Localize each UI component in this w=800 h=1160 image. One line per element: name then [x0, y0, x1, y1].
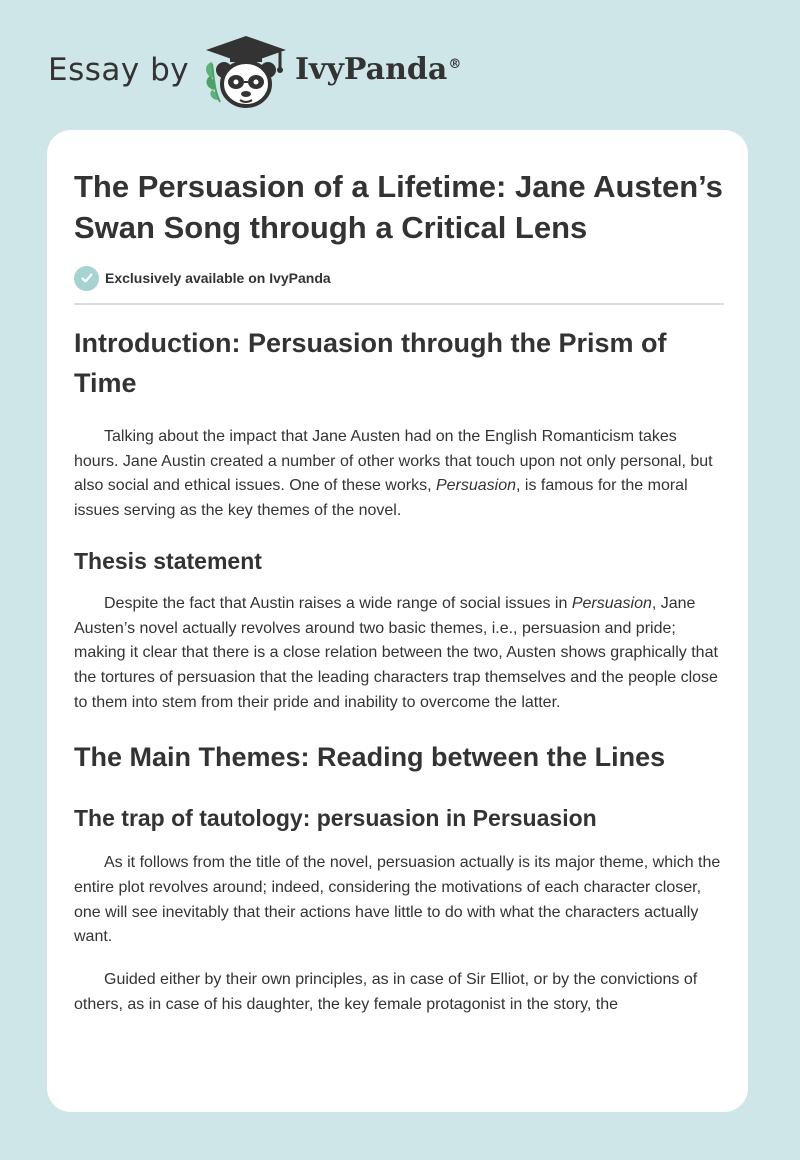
essay-by-label: Essay by: [48, 52, 190, 88]
thesis-text-before: Despite the fact that Austin raises a wide range of social issues in: [104, 594, 572, 612]
site-header: [0, 0, 800, 130]
badge-text: Exclusively available on IvyPanda: [105, 270, 331, 286]
essay-card: [47, 130, 748, 1112]
exclusive-badge: [74, 265, 724, 291]
intro-italic-title: Persuasion: [435, 477, 517, 495]
brand-text: IvyPanda: [295, 52, 448, 87]
title-divider: [74, 303, 724, 305]
brand-name[interactable]: [295, 52, 461, 87]
subheading-trap-of-tautology: The trap of tautology: persuasion in Persuasion: [74, 805, 597, 832]
thesis-italic-title: Persuasion: [571, 594, 652, 612]
guided-paragraph: Guided either by their own principles, as in case of Sir Elliot, or by the convictions of others, as in case of his daughter, the key female protagonist in the story, the: [74, 971, 698, 1013]
section-heading-introduction: Introduction: Persuasion through the Prism of Time: [74, 328, 667, 398]
essay-title: The Persuasion of a Lifetime: Jane Austen’s Swan Song through a Critical Lens: [74, 169, 723, 245]
registered-mark: ®: [448, 57, 462, 72]
intro-text-after: , is famous for the moral issues serving as the key themes of the novel.: [74, 477, 688, 520]
intro-paragraph: [74, 425, 724, 524]
panda-graduate-icon[interactable]: [200, 34, 292, 110]
essay-content: [74, 166, 724, 1018]
trap-paragraph: As it follows from the title of the novel, persuasion actually is its major theme, which the entire plot revolves around; indeed, considering the motivations of each character closer, one will see inevitably that their actions have little to do with what the characters actually want.: [74, 854, 721, 946]
thesis-text-after: , Jane Austen’s novel actually revolves around two basic themes, i.e., persuasion and pride; making it clear that there is a close relation between the two, Austen shows graphically that the tortures of persuasion that the leading characters trap themselves and the people close to them into stem from their pride and inability to overcome the latter.: [74, 594, 718, 711]
checkmark-icon: [80, 271, 94, 285]
intro-text-before: Talking about the impact that Jane Austen had on the English Romanticism takes hours. Jane Austin created a number of other works that touch upon not only personal, but also social and ethical issues. One of these works,: [74, 428, 713, 495]
thesis-paragraph: [74, 592, 724, 716]
subheading-thesis: Thesis statement: [74, 547, 262, 574]
section-heading-main-themes: The Main Themes: Reading between the Lines: [74, 742, 666, 773]
check-circle-icon: [74, 266, 99, 291]
